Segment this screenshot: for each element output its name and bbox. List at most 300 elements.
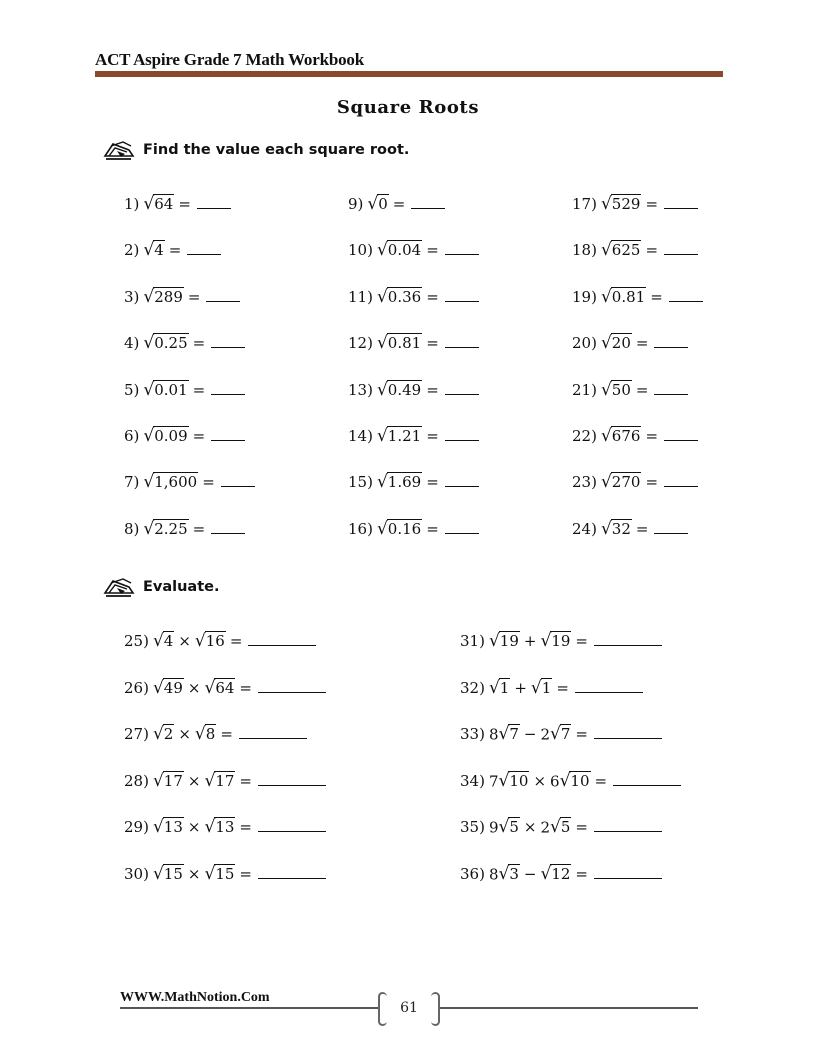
sqrt-symbol: √ [152,678,164,699]
equals-sign: = [575,725,588,744]
sqrt-symbol: √ [498,771,510,792]
answer-blank[interactable] [445,333,479,348]
sqrt-symbol: √ [600,380,612,401]
equals-sign: = [556,679,569,698]
radical [153,631,174,650]
problem-number: 34) [460,772,485,791]
coefficient: 2 [540,818,551,837]
sqrt-symbol: √ [540,864,552,885]
answer-blank[interactable] [239,724,307,739]
radical [143,380,188,399]
problem-number: 10) [348,241,373,260]
radical [143,333,188,352]
footer-rule-left [120,1007,378,1009]
radical [153,724,174,743]
problem-number: 15) [348,473,373,492]
equals-sign: = [426,520,439,539]
answer-blank[interactable] [594,631,662,646]
radicand: 4 [163,632,174,650]
radicand: 0.36 [387,288,422,306]
problem-6 [124,426,245,445]
radicand: 12 [551,865,571,883]
radicand: 676 [611,427,641,445]
answer-blank[interactable] [187,240,221,255]
radical [195,631,226,650]
radicand: 13 [163,818,183,836]
problem-1 [124,194,231,213]
equals-sign: = [202,473,215,492]
radicand: 7 [509,725,519,743]
equals-sign: = [220,725,233,744]
operator: × [178,632,191,651]
radical [153,678,184,697]
radicand: 529 [611,195,641,213]
problem-32 [460,678,643,697]
radicand: 1.21 [387,427,422,445]
equals-sign: = [645,473,659,492]
radical [499,724,520,743]
operator: × [187,818,201,837]
radicand: 19 [499,632,519,650]
problem-number: 19) [572,288,597,307]
answer-blank[interactable] [211,380,245,395]
equals-sign: = [635,520,649,539]
radicand: 0.16 [387,520,422,538]
sqrt-symbol: √ [376,426,388,447]
problem-number: 4) [124,334,140,353]
radicand: 50 [611,381,631,399]
answer-blank[interactable] [248,631,316,646]
problem-number: 17) [572,195,597,214]
operator: × [187,772,201,791]
problem-29 [124,817,326,836]
radicand: 8 [205,725,216,743]
answer-blank[interactable] [211,426,245,441]
radical [601,426,641,445]
answer-blank[interactable] [197,194,231,209]
problem-number: 24) [572,520,597,539]
problem-number: 35) [460,818,485,837]
radicand: 0.49 [387,381,422,399]
radicand: 4 [154,241,164,259]
radical [204,817,235,836]
problem-number: 3) [124,288,140,307]
problem-number: 28) [124,772,149,791]
radicand: 5 [509,818,519,836]
header-title: ACT Aspire Grade 7 Math Workbook [95,50,364,69]
problem-18 [572,240,698,259]
radicand: 2.25 [154,520,188,538]
equals-sign: = [239,679,252,698]
equals-sign: = [426,381,439,400]
radicand: 10 [509,772,529,790]
sqrt-symbol: √ [152,724,164,745]
problem-36 [460,864,662,883]
operator: × [187,865,201,884]
sqrt-symbol: √ [376,240,388,261]
coefficient: 7 [488,772,499,791]
sqrt-symbol: √ [530,678,542,699]
radical [153,817,184,836]
instruction-evaluate [103,577,220,597]
problem-2 [124,240,221,259]
equals-sign: = [192,334,206,353]
sqrt-symbol: √ [600,519,612,540]
radicand: 17 [215,772,235,790]
radicand: 1 [499,679,510,697]
problem-number: 18) [572,241,597,260]
operator: + [523,632,537,651]
radicand: 289 [154,288,183,306]
problem-number: 23) [572,473,597,492]
operator: − [523,725,537,744]
radical [601,472,641,491]
problem-24 [572,519,688,538]
answer-blank[interactable] [445,380,479,395]
radicand: 17 [163,772,183,790]
equals-sign: = [187,288,201,307]
problem-19 [572,287,703,306]
answer-blank[interactable] [594,724,662,739]
radical [153,771,184,790]
sqrt-symbol: √ [600,426,612,447]
sqrt-symbol: √ [143,472,155,493]
equals-sign: = [426,241,439,260]
answer-blank[interactable] [613,771,681,786]
answer-blank[interactable] [445,519,479,534]
problem-number: 30) [124,865,149,884]
sqrt-symbol: √ [376,472,388,493]
sqrt-symbol: √ [143,287,155,308]
problem-15 [348,472,479,491]
instruction-text: Evaluate. [143,579,220,595]
problem-22 [572,426,698,445]
equals-sign: = [229,632,243,651]
sqrt-symbol: √ [194,724,206,745]
problem-number: 21) [572,381,597,400]
operator: × [187,679,201,698]
equals-sign: = [635,334,649,353]
radicand: 49 [163,679,183,697]
problem-4 [124,333,245,352]
pencil-hand-icon [103,140,135,160]
problem-31 [460,631,662,650]
problem-30 [124,864,326,883]
sqrt-symbol: √ [204,771,216,792]
radicand: 3 [509,865,519,883]
equals-sign: = [192,381,206,400]
problem-number: 5) [124,381,140,400]
problem-number: 6) [124,427,140,446]
equals-sign: = [594,772,608,791]
radicand: 5 [560,818,571,836]
page-number: 61 [400,1000,418,1016]
radical [489,631,520,650]
pencil-hand-icon [103,577,135,597]
radical [531,678,552,697]
problem-number: 36) [460,865,485,884]
problem-33 [460,724,662,743]
equals-sign: = [239,772,252,791]
answer-blank[interactable] [411,194,445,209]
answer-blank[interactable] [445,240,479,255]
sqrt-symbol: √ [498,724,510,745]
equals-sign: = [650,288,663,307]
sqrt-symbol: √ [204,864,216,885]
problem-number: 11) [348,288,373,307]
problem-16 [348,519,479,538]
operator: × [523,818,537,837]
sqrt-symbol: √ [143,380,155,401]
radical [601,240,641,259]
problem-number: 25) [124,632,149,651]
problem-number: 20) [572,334,597,353]
radical [143,519,188,538]
sqrt-symbol: √ [152,631,164,652]
answer-blank[interactable] [664,426,698,441]
equals-sign: = [239,865,252,884]
equals-sign: = [426,427,439,446]
sqrt-symbol: √ [600,472,612,493]
equals-sign: = [575,818,588,837]
sqrt-symbol: √ [600,333,612,354]
answer-blank[interactable] [258,771,326,786]
radicand: 15 [215,865,235,883]
radicand: 64 [215,679,235,697]
radicand: 32 [611,520,631,538]
radicand: 15 [163,865,183,883]
radical [143,287,183,306]
radical [377,472,422,491]
problem-26 [124,678,326,697]
radicand: 1.69 [387,473,422,491]
equals-sign: = [426,334,439,353]
sqrt-symbol: √ [143,426,155,447]
problem-10 [348,240,479,259]
radical [560,771,591,790]
problem-20 [572,333,688,352]
radical [489,678,510,697]
radical [143,194,174,213]
sqrt-symbol: √ [376,287,388,308]
sqrt-symbol: √ [376,380,388,401]
radical [601,333,632,352]
radical [540,631,571,650]
radical [377,287,422,306]
instruction-text: Find the value each square root. [143,142,410,158]
page-title: Square Roots [336,97,480,118]
radical [601,519,632,538]
problem-number: 12) [348,334,373,353]
problem-28 [124,771,326,790]
problem-number: 13) [348,381,373,400]
answer-blank[interactable] [221,472,255,487]
answer-blank[interactable] [206,287,240,302]
coefficient: 6 [550,772,560,791]
operator: − [523,865,537,884]
problem-8 [124,519,245,538]
problem-34 [460,771,681,790]
equals-sign: = [192,427,206,446]
problem-number: 7) [124,473,140,492]
radicand: 0.01 [154,381,188,399]
answer-blank[interactable] [664,194,698,209]
radicand: 270 [611,473,641,491]
radical [499,817,520,836]
radicand: 7 [560,725,571,743]
sqrt-symbol: √ [376,519,388,540]
answer-blank[interactable] [654,333,688,348]
answer-blank[interactable] [211,519,245,534]
radical [499,771,530,790]
operator: + [514,679,527,698]
sqrt-symbol: √ [204,817,216,838]
sqrt-symbol: √ [488,678,500,699]
sqrt-symbol: √ [143,519,155,540]
answer-blank[interactable] [654,380,688,395]
radical [204,864,235,883]
equals-sign: = [426,473,439,492]
answer-blank[interactable] [445,472,479,487]
equals-sign: = [575,632,588,651]
operator: × [533,772,547,791]
radical [143,240,164,259]
problem-25 [124,631,316,650]
coefficient: 8 [488,725,499,744]
radical [601,194,641,213]
problem-number: 1) [124,195,140,214]
equals-sign: = [426,288,439,307]
radicand: 2 [163,725,174,743]
problem-27 [124,724,307,743]
equals-sign: = [168,241,182,260]
footer-website: WWW.MathNotion.Com [120,990,270,1005]
answer-blank[interactable] [258,864,326,879]
sqrt-symbol: √ [376,333,388,354]
problem-number: 2) [124,241,140,260]
sqrt-symbol: √ [600,287,612,308]
problem-5 [124,380,245,399]
sqrt-symbol: √ [204,678,216,699]
radicand: 0 [378,195,388,213]
sqrt-symbol: √ [559,771,571,792]
problem-number: 27) [124,725,149,744]
coefficient: 8 [488,865,499,884]
radical [367,194,388,213]
equals-sign: = [178,195,191,214]
answer-blank[interactable] [654,519,688,534]
problem-number: 32) [460,679,485,698]
equals-sign: = [645,241,659,260]
coefficient: 9 [488,818,499,837]
sqrt-symbol: √ [498,817,510,838]
footer-rule-right [440,1007,698,1009]
sqrt-symbol: √ [143,240,155,261]
radicand: 0.81 [611,288,646,306]
answer-blank[interactable] [664,240,698,255]
radical [499,864,520,883]
radicand: 13 [215,818,235,836]
sqrt-symbol: √ [367,194,379,215]
equals-sign: = [392,195,406,214]
problem-number: 33) [460,725,485,744]
answer-blank[interactable] [669,287,703,302]
problem-number: 31) [460,632,485,651]
equals-sign: = [575,865,588,884]
radical [204,678,235,697]
radicand: 64 [154,195,174,213]
problem-21 [572,380,688,399]
problem-13 [348,380,479,399]
operator: × [178,725,191,744]
problem-3 [124,287,240,306]
radicand: 0.09 [154,427,188,445]
problem-number: 22) [572,427,597,446]
radical [377,240,422,259]
radical [153,864,184,883]
answer-blank[interactable] [445,426,479,441]
problem-number: 29) [124,818,149,837]
answer-blank[interactable] [258,817,326,832]
answer-blank[interactable] [258,678,326,693]
sqrt-symbol: √ [600,240,612,261]
answer-blank[interactable] [594,817,662,832]
sqrt-symbol: √ [550,724,561,745]
radicand: 0.04 [387,241,422,259]
problem-number: 26) [124,679,149,698]
answer-blank[interactable] [211,333,245,348]
sqrt-symbol: √ [152,817,164,838]
equals-sign: = [192,520,206,539]
sqrt-symbol: √ [600,194,612,215]
radical [143,472,198,491]
answer-blank[interactable] [664,472,698,487]
coefficient: 2 [540,725,551,744]
answer-blank[interactable] [445,287,479,302]
sqrt-symbol: √ [143,194,155,215]
problem-9 [348,194,445,213]
radicand: 16 [205,632,225,650]
radicand: 1,600 [154,473,198,491]
radical [601,380,632,399]
equals-sign: = [239,818,252,837]
problem-14 [348,426,479,445]
radical [377,519,422,538]
radical [540,864,571,883]
instruction-find-value [103,140,409,160]
problem-35 [460,817,662,836]
answer-blank[interactable] [575,678,643,693]
radical [601,287,646,306]
sqrt-symbol: √ [488,631,500,652]
problem-12 [348,333,479,352]
problem-number: 8) [124,520,140,539]
problem-11 [348,287,479,306]
radicand: 0.25 [154,334,188,352]
sqrt-symbol: √ [194,631,206,652]
equals-sign: = [645,427,659,446]
problem-number: 9) [348,195,364,214]
sqrt-symbol: √ [152,864,164,885]
radical [550,724,571,743]
radical [377,380,422,399]
radical [204,771,235,790]
radical [377,426,422,445]
sqrt-symbol: √ [152,771,164,792]
answer-blank[interactable] [594,864,662,879]
radical [550,817,571,836]
radicand: 20 [611,334,631,352]
